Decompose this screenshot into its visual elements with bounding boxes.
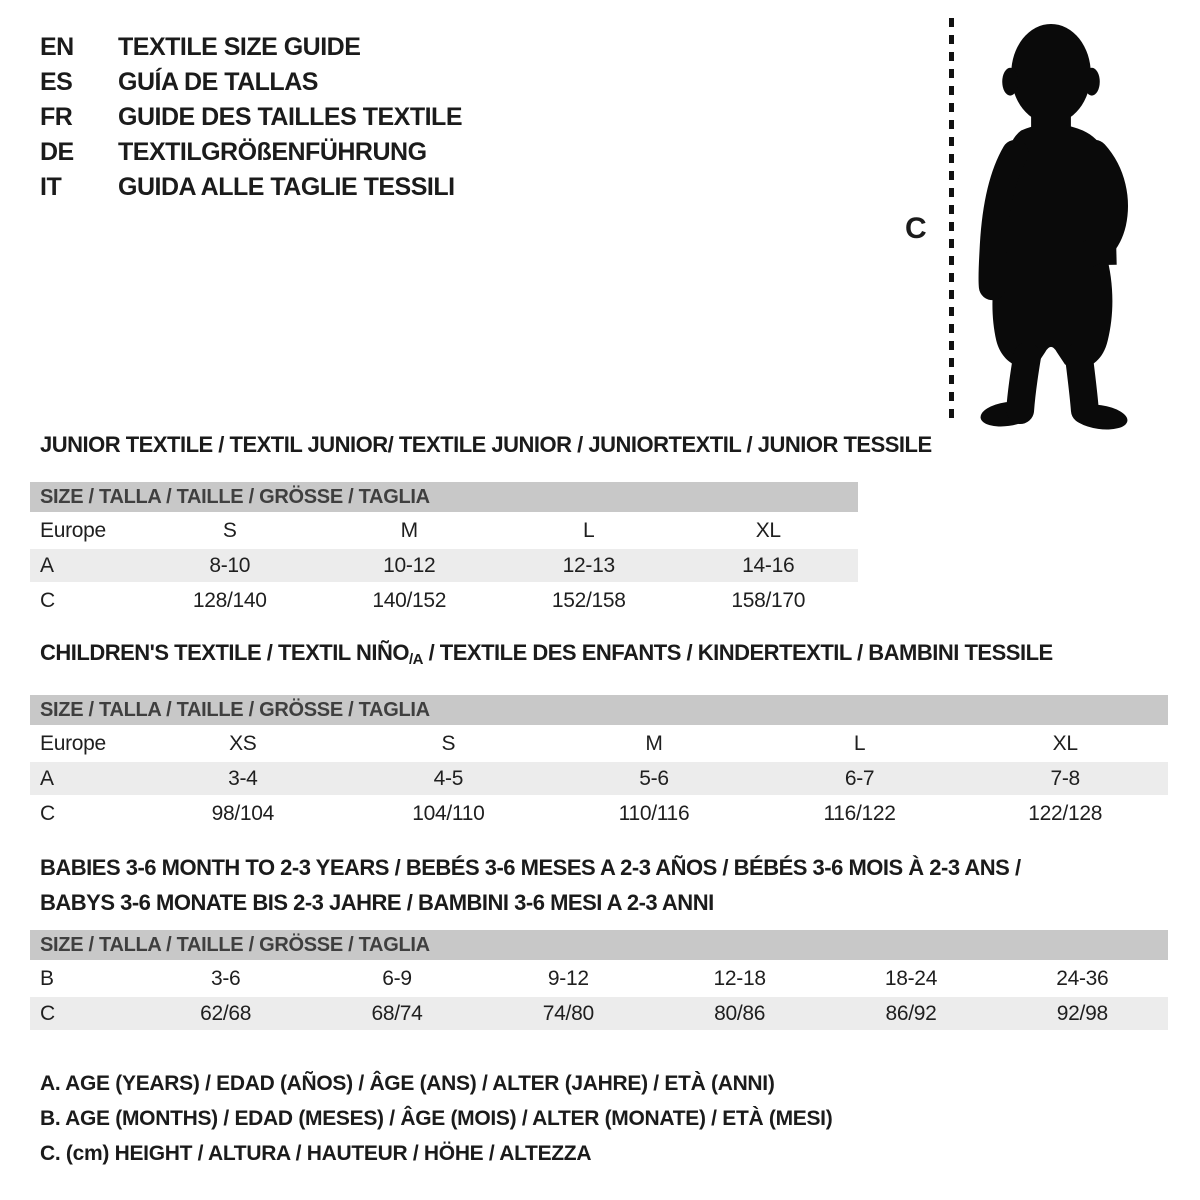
row-label: A [30, 549, 140, 582]
height-dashed-line [949, 18, 954, 418]
height-cell: 128/140 [192, 588, 267, 612]
language-row [40, 65, 462, 100]
size-cell: M [645, 731, 663, 755]
children-title-sub: /A [408, 651, 423, 668]
legend-line-b: B. AGE (MONTHS) / EDAD (MESES) / ÂGE (MOIS) / ALTER (MONATE) / ETÀ (MESI) [40, 1107, 833, 1130]
table-row-europe [30, 727, 1168, 760]
height-cell: 104/110 [412, 801, 485, 825]
row-label: Europe [40, 731, 106, 755]
age-cell: 10-12 [320, 549, 500, 582]
guide-title: TEXTILGRÖßENFÜHRUNG [118, 138, 427, 166]
children-section-title [40, 640, 1168, 668]
babies-section-title-line2: BABYS 3-6 MONATE BIS 2-3 JAHRE / BAMBINI 3-6 MESI A 2-3 ANNI [40, 890, 714, 915]
height-cell: 74/80 [483, 997, 654, 1030]
size-cell: L [583, 518, 595, 542]
row-label: A [30, 762, 140, 795]
toddler-silhouette-icon [963, 16, 1141, 434]
toddler-silhouette-image [963, 16, 1141, 439]
months-cell: 3-6 [210, 966, 241, 990]
height-cell: 80/86 [654, 997, 825, 1030]
age-cell: 7-8 [962, 762, 1168, 795]
guide-title: GUÍA DE TALLAS [118, 68, 318, 96]
table-header-row [30, 930, 1168, 960]
junior-section [30, 432, 932, 619]
age-cell: 4-5 [346, 762, 552, 795]
age-cell: 14-16 [679, 549, 859, 582]
height-cell: 92/98 [997, 997, 1168, 1030]
legend-line-c: C. (cm) HEIGHT / ALTURA / HAUTEUR / HÖHE / ALTEZZA [40, 1142, 592, 1165]
size-cell: S [441, 731, 456, 755]
size-cell: XL [1052, 731, 1078, 755]
guide-title: TEXTILE SIZE GUIDE [118, 33, 361, 61]
height-cell: 110/116 [618, 801, 690, 825]
junior-section-title: JUNIOR TEXTILE / TEXTIL JUNIOR/ TEXTILE JUNIOR / JUNIORTEXTIL / JUNIOR TESSILE [40, 432, 932, 457]
table-row-europe [30, 514, 858, 547]
legend-line-a: A. AGE (YEARS) / EDAD (AÑOS) / ÂGE (ANS) / ALTER (JAHRE) / ETÀ (ANNI) [40, 1072, 775, 1095]
language-code: EN [40, 33, 74, 61]
children-section [30, 640, 1168, 832]
table-header-row [30, 482, 858, 512]
months-cell: 24-36 [1056, 966, 1109, 990]
size-table-header: SIZE / TALLA / TAILLE / GRÖSSE / TAGLIA [30, 482, 858, 512]
table-row-age [30, 549, 858, 582]
guide-title: GUIDE DES TAILLES TEXTILE [118, 103, 463, 131]
table-row-height [30, 584, 858, 617]
children-title-pre: CHILDREN'S TEXTILE / TEXTIL NIÑO [40, 640, 409, 665]
language-code: IT [40, 173, 62, 201]
language-row [40, 170, 462, 205]
row-label: Europe [40, 518, 106, 542]
height-cell: 158/170 [731, 588, 806, 612]
height-cell: 116/122 [823, 801, 896, 825]
language-code: ES [40, 68, 73, 96]
size-cell: XS [229, 731, 257, 755]
size-cell: XL [755, 518, 781, 542]
table-row-age [30, 762, 1168, 795]
children-size-table [30, 693, 1168, 832]
row-label: C [40, 588, 55, 612]
months-cell: 18-24 [884, 966, 938, 990]
language-row [40, 30, 462, 65]
age-cell: 8-10 [140, 549, 320, 582]
height-cell: 68/74 [311, 997, 482, 1030]
babies-size-table [30, 928, 1168, 1032]
size-table-header: SIZE / TALLA / TAILLE / GRÖSSE / TAGLIA [30, 930, 1168, 960]
row-label: C [30, 997, 140, 1030]
language-row [40, 100, 462, 135]
table-row-height [30, 997, 1168, 1030]
language-title-list [40, 30, 462, 205]
height-cell: 152/158 [551, 588, 626, 612]
babies-section-title-line1: BABIES 3-6 MONTH TO 2-3 YEARS / BEBÉS 3-6 MESES A 2-3 AÑOS / BÉBÉS 3-6 MOIS À 2-3 ANS / [40, 855, 1021, 880]
table-header-row [30, 695, 1168, 725]
age-cell: 5-6 [551, 762, 757, 795]
months-cell: 9-12 [547, 966, 589, 990]
size-cell: M [400, 518, 418, 542]
age-cell: 3-4 [140, 762, 346, 795]
months-cell: 6-9 [382, 966, 412, 990]
age-cell: 6-7 [757, 762, 963, 795]
table-row-height [30, 797, 1168, 830]
table-row-months [30, 962, 1168, 995]
babies-section [30, 850, 1168, 1032]
height-cell: 62/68 [140, 997, 311, 1030]
size-cell: S [222, 518, 237, 542]
height-cell: 86/92 [825, 997, 996, 1030]
age-cell: 12-13 [499, 549, 679, 582]
size-cell: L [853, 731, 866, 755]
months-cell: 12-18 [713, 966, 766, 990]
children-title-post: / TEXTILE DES ENFANTS / KINDERTEXTIL / BAMBINI TESSILE [422, 640, 1053, 665]
language-row [40, 135, 462, 170]
junior-size-table [30, 480, 858, 619]
height-cell: 98/104 [211, 801, 275, 825]
language-code: FR [40, 103, 73, 131]
size-table-header: SIZE / TALLA / TAILLE / GRÖSSE / TAGLIA [30, 695, 1168, 725]
height-measure-label: C [905, 212, 927, 245]
measure-legend [40, 1066, 832, 1171]
language-code: DE [40, 138, 74, 166]
row-label: C [40, 801, 55, 825]
height-cell: 140/152 [372, 588, 447, 612]
row-label: B [40, 966, 54, 990]
height-cell: 122/128 [1028, 801, 1103, 825]
guide-title: GUIDA ALLE TAGLIE TESSILI [118, 173, 455, 201]
